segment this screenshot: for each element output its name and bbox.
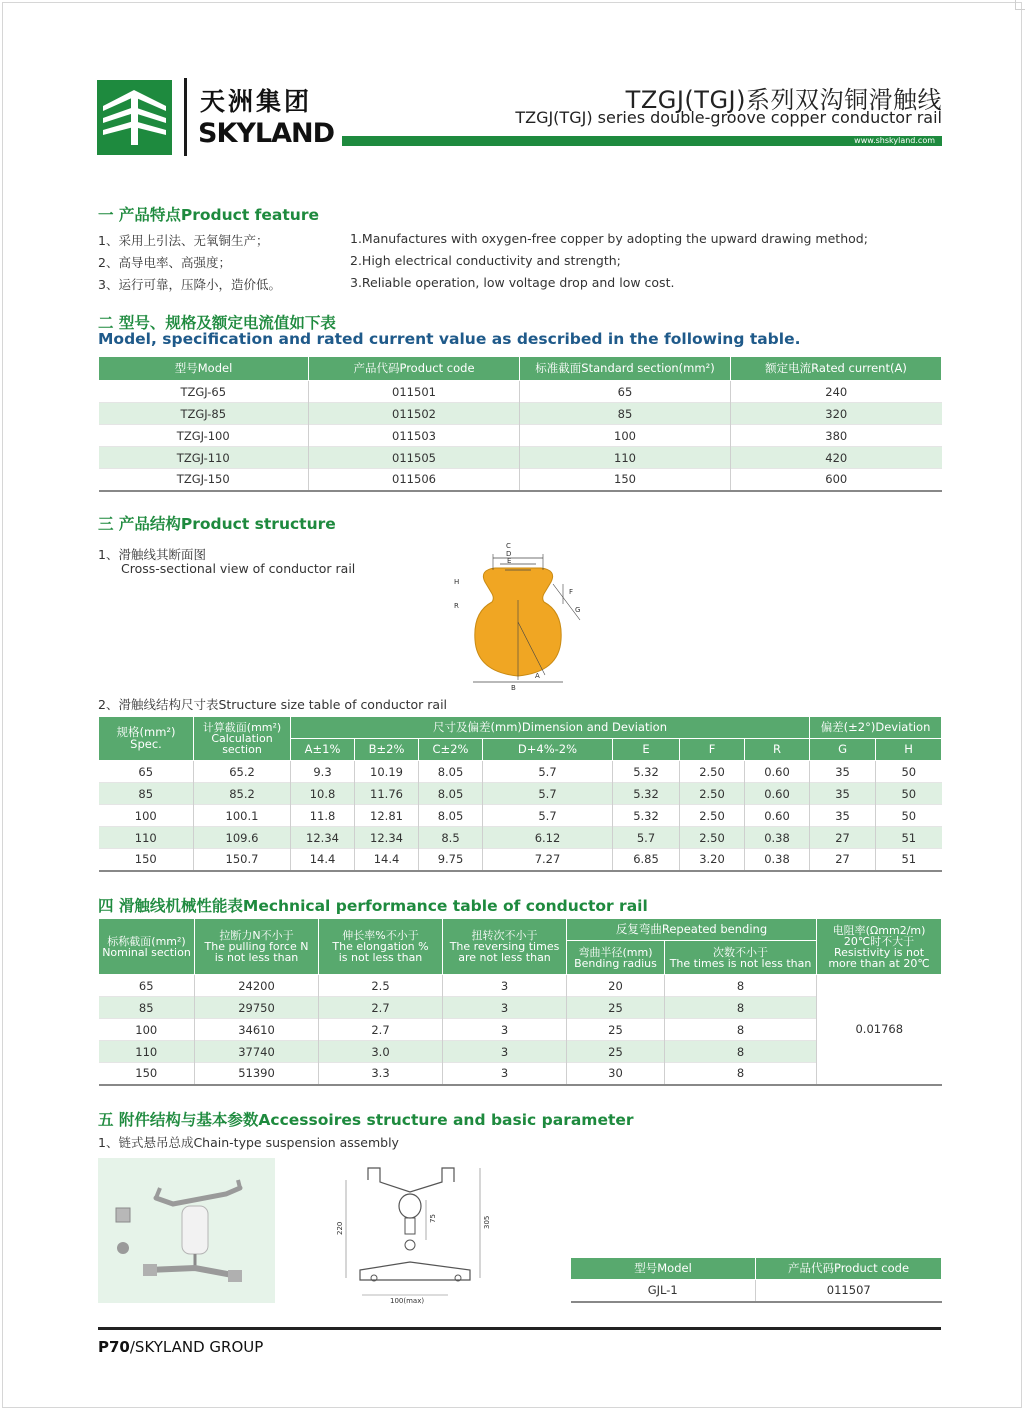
cell: 011503 [309, 425, 520, 447]
cell: 5.7 [483, 761, 613, 783]
col-pull-cn: 拉断力N不小于 [219, 929, 294, 942]
col-radius-en: Bending radius [574, 956, 657, 970]
cell: 65 [138, 764, 154, 779]
cell: TZGJ-65 [180, 384, 227, 399]
col-pull-en1: The pulling force N [204, 940, 309, 953]
cell: 8.05 [419, 761, 483, 783]
col-group-dimension: 尺寸及偏差(mm)Dimension and Deviation [291, 717, 810, 739]
cell: 51 [876, 827, 942, 849]
col-f: F [680, 739, 745, 761]
cell: 2.5 [319, 975, 443, 997]
cell: 8 [665, 1063, 817, 1085]
cell: 100 [520, 425, 731, 447]
cell: 100.1 [194, 805, 291, 827]
cell: 30 [567, 1063, 665, 1085]
cell: 3 [443, 975, 567, 997]
cell: 12.34 [355, 827, 419, 849]
col-resist-en1: Resistivity is not [834, 945, 925, 959]
col-product-code: 产品代码Product code [756, 1258, 942, 1280]
cell: 25 [567, 997, 665, 1019]
cell: 20 [567, 975, 665, 997]
cell: 5.32 [613, 761, 680, 783]
dim-label-h: H [454, 578, 460, 586]
cell: 0.38 [745, 827, 810, 849]
dim-label-c: C [506, 542, 511, 550]
cell: 109.6 [194, 827, 291, 849]
cell: 37740 [195, 1041, 319, 1063]
col-bending-times [665, 941, 817, 975]
cell: 0.60 [745, 805, 810, 827]
col-c: C±2% [419, 739, 483, 761]
cell: 011505 [309, 447, 520, 469]
cell: 5.7 [483, 783, 613, 805]
col-elong-en1: The elongation % [332, 940, 429, 953]
cell: 600 [731, 469, 942, 491]
cell: 9.75 [419, 849, 483, 871]
col-elongation [319, 919, 443, 975]
col-a: A±1% [291, 739, 355, 761]
title-rule [342, 136, 942, 146]
cell: 0.60 [745, 761, 810, 783]
col-elong-cn: 伸长率%不小于 [342, 929, 419, 942]
cell: 14.4 [355, 849, 419, 871]
dim-label-f: F [569, 588, 574, 596]
col-rated-current: 额定电流Rated current(A) [731, 357, 942, 381]
dim-305: 305 [483, 1215, 491, 1229]
table-row [571, 1280, 942, 1302]
col-model: 型号Model [99, 357, 309, 381]
col-rev-en1: The reversing times [449, 940, 560, 953]
dim-label-a: A [535, 672, 540, 680]
col-times-cn: 次数不小于 [713, 945, 768, 959]
dim-label-b: B [511, 684, 516, 690]
cell: 6.85 [613, 849, 680, 871]
cell: 3.3 [319, 1063, 443, 1085]
table-row [99, 1041, 942, 1063]
col-radius-cn: 弯曲半径(mm) [578, 945, 653, 959]
suspension-caption: 1、链式悬吊总成Chain-type suspension assembly [98, 1135, 399, 1150]
col-group-deviation: 偏差(±2°)Deviation [810, 717, 942, 739]
cell: TZGJ-150 [176, 472, 230, 487]
cell: 8 [665, 975, 817, 997]
cell: 10.19 [355, 761, 419, 783]
cell: 5.7 [613, 827, 680, 849]
cell: 27 [810, 827, 876, 849]
resistivity-value: 0.01768 [817, 975, 942, 1085]
col-spec-cn: 规格(mm²) [116, 725, 176, 739]
cell: 110 [99, 1041, 195, 1063]
page-number: P70 [98, 1338, 130, 1356]
cell: 25 [567, 1019, 665, 1041]
cell: 011502 [309, 403, 520, 425]
cell: 8 [665, 1019, 817, 1041]
cell: 85 [99, 783, 194, 805]
col-rev-en2: are not less than [458, 951, 551, 964]
cell: 0.38 [745, 849, 810, 871]
cell: 2.50 [680, 805, 745, 827]
table-row [99, 1019, 942, 1041]
cell: 65 [520, 381, 731, 403]
cell: 85 [520, 403, 731, 425]
cell: GJL-1 [647, 1283, 678, 1298]
cell: 2.50 [680, 827, 745, 849]
logo-divider [184, 78, 187, 156]
cross-section-caption-cn: 1、滑触线其断面图 [98, 547, 206, 562]
cell: 35 [810, 783, 876, 805]
doc-title-en: TZGJ(TGJ) series double-groove copper conductor rail [515, 108, 942, 127]
section2-title: 二 型号、规格及额定电流值如下表 [98, 314, 336, 332]
feature-en-3: 3.Reliable operation, low voltage drop and low cost. [350, 275, 675, 290]
cell: 35 [810, 761, 876, 783]
col-spec [99, 717, 194, 761]
col-model: 型号Model [571, 1258, 756, 1280]
col-calc-en2: section [222, 743, 262, 756]
cell: 11.8 [291, 805, 355, 827]
mechanical-performance-table [98, 918, 942, 1086]
rail-cross-section-diagram [445, 540, 595, 690]
cell: 51390 [195, 1063, 319, 1085]
col-r: R [745, 739, 810, 761]
cell: 3.0 [319, 1041, 443, 1063]
cell: 12.34 [291, 827, 355, 849]
col-standard-section: 标准截面Standard section(mm²) [520, 357, 731, 381]
col-resist-cn1: 电阻率(Ωmm2/m) [832, 923, 926, 937]
col-resistivity [817, 919, 942, 975]
cell: 380 [731, 425, 942, 447]
suspension-assembly-photo [98, 1158, 275, 1303]
col-product-code: 产品代码Product code [309, 357, 520, 381]
cell: 12.81 [355, 805, 419, 827]
section2-subtitle: Model, specification and rated current value as described in the following table. [98, 330, 801, 348]
cell: 110 [99, 827, 194, 849]
table-row [99, 403, 942, 425]
cell: 2.50 [680, 761, 745, 783]
table-row [99, 849, 942, 871]
cell: 3 [443, 1063, 567, 1085]
cell: 11.76 [355, 783, 419, 805]
dim-100max: 100(max) [390, 1297, 425, 1305]
table-row [99, 381, 942, 403]
cell: 2.7 [319, 997, 443, 1019]
cell: 6.12 [483, 827, 613, 849]
col-d: D+4%-2% [483, 739, 613, 761]
cell: 8.5 [419, 827, 483, 849]
col-pull-en2: is not less than [214, 951, 299, 964]
structure-size-table [98, 716, 942, 872]
cell: 240 [731, 381, 942, 403]
cell: 24200 [195, 975, 319, 997]
cell: 150 [134, 852, 157, 867]
col-g: G [810, 739, 876, 761]
cell: 2.7 [319, 1019, 443, 1041]
table-row [99, 1063, 942, 1085]
cell: 2.50 [680, 783, 745, 805]
col-group-repeated-bending: 反复弯曲Repeated bending [567, 919, 817, 941]
col-resist-en2: more than at 20℃ [828, 956, 930, 970]
doc-title-cn: TZGJ(TGJ)系列双沟铜滑触线 [625, 86, 942, 114]
dim-label-e: E [507, 557, 512, 565]
section1-title: 一 产品特点Product feature [98, 206, 319, 224]
cell: 011507 [756, 1280, 942, 1302]
cell: 150.7 [194, 849, 291, 871]
feature-en-2: 2.High electrical conductivity and strength; [350, 253, 621, 268]
col-nominal-section [99, 919, 195, 975]
cell: 011501 [309, 381, 520, 403]
table-row [99, 469, 942, 491]
cell: 9.3 [291, 761, 355, 783]
col-e: E [613, 739, 680, 761]
cell: 65.2 [194, 761, 291, 783]
cross-section-caption-en: Cross-sectional view of conductor rail [121, 561, 356, 576]
cell: 150 [520, 469, 731, 491]
table-row [99, 975, 942, 997]
dim-220: 220 [336, 1221, 344, 1235]
feature-cn-3: 3、运行可靠，压降小，造价低。 [98, 277, 281, 292]
section3-title: 三 产品结构Product structure [98, 515, 336, 533]
col-nominal-cn: 标称截面(mm²) [107, 934, 186, 948]
section4-title: 四 滑触线机械性能表Mechnical performance table of conductor rail [98, 897, 648, 915]
cell: 8 [665, 997, 817, 1019]
cell: 0.60 [745, 783, 810, 805]
cell: TZGJ-100 [176, 428, 230, 443]
table-row [99, 805, 942, 827]
table-row [99, 447, 942, 469]
col-calc-section [194, 717, 291, 761]
section5-title: 五 附件结构与基本参数Accessoires structure and basic parameter [98, 1111, 634, 1129]
table-row [99, 997, 942, 1019]
cell: 5.32 [613, 805, 680, 827]
cell: 50 [876, 783, 942, 805]
cell: 8 [665, 1041, 817, 1063]
cell: 320 [731, 403, 942, 425]
rated-current-table [98, 356, 942, 492]
structure-table-caption: 2、滑触线结构尺寸表Structure size table of conductor rail [98, 697, 448, 712]
table-row [99, 425, 942, 447]
cell: 100 [134, 808, 157, 823]
cell: 3.20 [680, 849, 745, 871]
cell: 150 [135, 1066, 158, 1081]
col-b: B±2% [355, 739, 419, 761]
cell: 25 [567, 1041, 665, 1063]
cell: 011506 [309, 469, 520, 491]
cell: 3 [443, 1041, 567, 1063]
col-elong-en2: is not less than [338, 951, 423, 964]
cell: 3 [443, 997, 567, 1019]
col-rev-cn: 扭转次不小于 [471, 929, 538, 942]
footer-company: /SKYLAND GROUP [129, 1338, 264, 1356]
col-pulling-force [195, 919, 319, 975]
dim-label-g: G [575, 606, 581, 614]
website-url: www.shskyland.com [854, 136, 935, 145]
col-reversing-times [443, 919, 567, 975]
col-nominal-en: Nominal section [102, 945, 191, 959]
col-bending-radius [567, 941, 665, 975]
cell: 85 [99, 997, 195, 1019]
cell: 100 [135, 1022, 158, 1037]
page-corner-fold [1015, 0, 1025, 10]
cell: TZGJ-85 [99, 403, 309, 425]
cell: 34610 [195, 1019, 319, 1041]
cell: 110 [520, 447, 731, 469]
feature-cn-1: 1、采用上引法、无氧铜生产； [98, 233, 269, 248]
cell: 8.05 [419, 783, 483, 805]
cell: 35 [810, 805, 876, 827]
cell: 420 [731, 447, 942, 469]
cell: 3 [443, 1019, 567, 1041]
cell: 7.27 [483, 849, 613, 871]
cell: 5.32 [613, 783, 680, 805]
dim-75: 75 [429, 1214, 437, 1223]
dim-label-d: D [506, 550, 512, 558]
col-times-en: The times is not less than [669, 956, 812, 970]
feature-en-1: 1.Manufactures with oxygen-free copper by adopting the upward drawing method; [350, 231, 868, 246]
cell: 51 [876, 849, 942, 871]
skyland-logo [97, 80, 172, 155]
footer-rule [98, 1327, 941, 1330]
cell: 5.7 [483, 805, 613, 827]
accessory-table [570, 1257, 942, 1303]
suspension-assembly-drawing [330, 1160, 500, 1305]
feature-cn-2: 2、高导电率、高强度； [98, 255, 231, 270]
col-spec-en: Spec. [130, 736, 162, 751]
table-row [99, 783, 942, 805]
table-row [99, 761, 942, 783]
col-calc-cn: 计算截面(mm²) [202, 721, 282, 734]
cell: 65 [138, 978, 154, 993]
col-calc-en1: Calculation [211, 732, 273, 745]
cell: 29750 [195, 997, 319, 1019]
cell: 85.2 [194, 783, 291, 805]
cell: 50 [876, 805, 942, 827]
dim-label-r: R [454, 602, 459, 610]
cell: 8.05 [419, 805, 483, 827]
cell: 50 [876, 761, 942, 783]
table-row [99, 827, 942, 849]
brand-name-cn: 天洲集团 [200, 87, 313, 116]
footer [98, 1338, 263, 1356]
col-resist-cn2: 20℃时不大于 [843, 934, 915, 948]
cell: 14.4 [291, 849, 355, 871]
cell: 10.8 [291, 783, 355, 805]
brand-name-en: SKYLAND [198, 118, 335, 149]
cell: TZGJ-110 [99, 447, 309, 469]
col-h: H [876, 739, 942, 761]
cell: 27 [810, 849, 876, 871]
